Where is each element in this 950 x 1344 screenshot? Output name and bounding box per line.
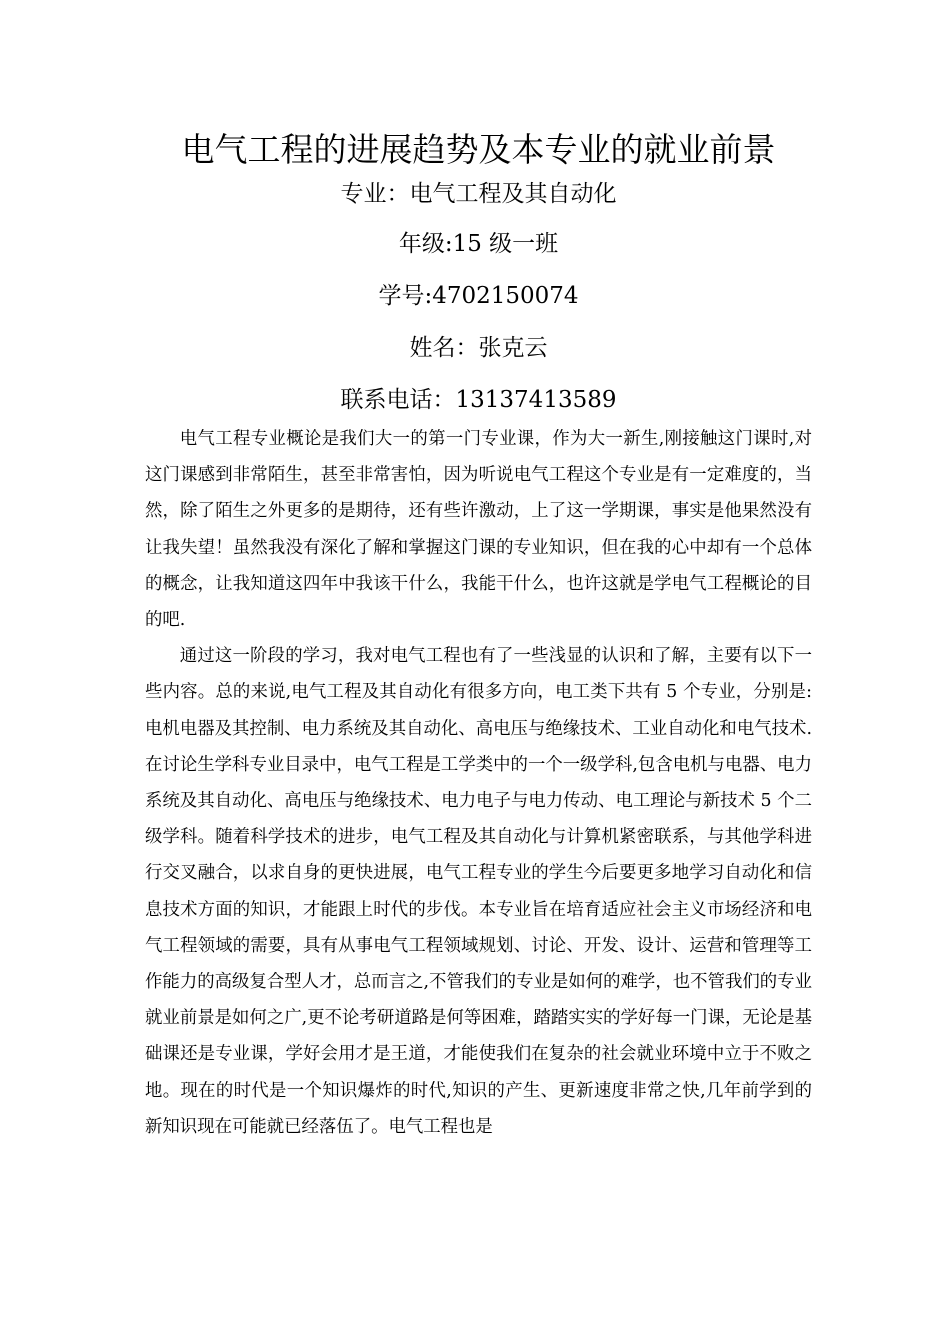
major-line: 专业：电气工程及其自动化 <box>340 181 617 207</box>
paragraph-content: 通过这一阶段的学习，我对电气工程也有了一些浅显的认识和了解，主要有以下一些内容。总的来说,电气工程及其自动化有很多方向，电工类下共有 5 个专业，分别是:电机电器及其控制、电力系统及其自动化、高电压与绝缘技术、工业自动化和电气技术.在讨论生学科专业目录中，电气工程是工学类中的一个一级学科,包含电机与电器、电力系统及其自动化、高电压与绝缘技术、电力电子与电力传动、电工理论与新技术 5 个二级学科。随着科学技术的进步，电气工程及其自动化与计算机紧密联系，与其他学科进行交叉融合，以求自身的更快进展，电气工程专业的学生今后要更多地学习自动化和信息技术方面的知识，才能跟上时代的步伐。本专业旨在培育适应社会主义市场经济和电气工程领域的需要，具有从事电气工程领域规划、讨论、开发、设计、运营和管理等工作能力的高级复合型人才，总而言之,不管我们的专业是如何的难学，也不管我们的专业就业前景是如何之广,更不论考研道路是何等困难，踏踏实实的学好每一门课，无论是基础课还是专业课，学好会用才是王道，才能使我们在复杂的社会就业环境中立于不败之地。现在的时代是一个知识爆炸的时代,知识的产生、更新速度非常之快,几年前学到的新知识现在可能就已经落伍了。电气工程也是 <box>145 646 812 1137</box>
name-line: 姓名：张克云 <box>409 335 548 361</box>
paragraph-intro: 电气工程专业概论是我们大一的第一门专业课，作为大一新生,刚接触这门课时,对这门课感到非常陌生，甚至非常害怕，因为听说电气工程这个专业是有一定难度的，当然，除了陌生之外更多的是期待，还有些许激动，上了这一学期课，事实是他果然没有让我失望！虽然我没有深化了解和掌握这门课的专业知识，但在我的心中却有一个总体的概念，让我知道这四年中我该干什么，我能干什么，也许这就是学电气工程概论的目的吧. <box>145 429 812 631</box>
grade-line: 年级:15 级一班 <box>398 231 559 257</box>
phone-line: 联系电话：13137413589 <box>340 387 617 413</box>
document-title: 电气工程的进展趋势及本专业的就业前景 <box>181 130 776 169</box>
student-id-line: 学号:4702150074 <box>378 283 579 309</box>
